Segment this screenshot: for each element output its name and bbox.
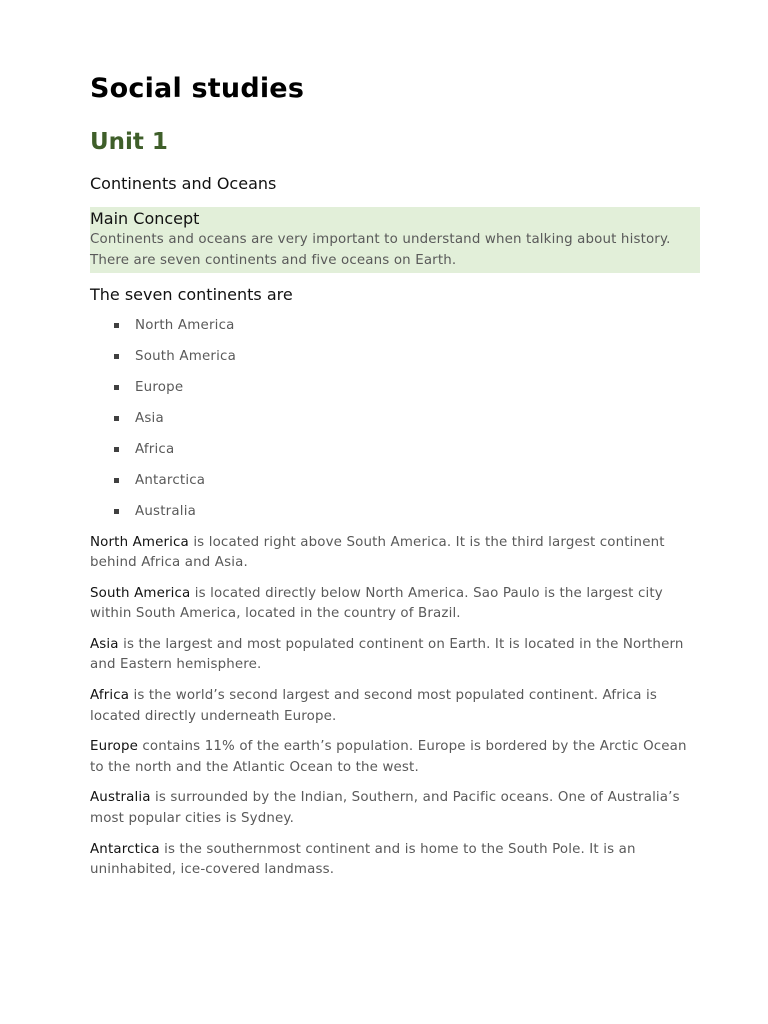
list-item-label: Australia xyxy=(135,504,197,519)
list-item xyxy=(90,316,700,336)
main-concept-box xyxy=(90,207,700,273)
list-item xyxy=(90,409,700,429)
paragraph-text: is the world’s second largest and second most populated continent. Africa is located directly underneath Europe. xyxy=(90,688,658,724)
continent-descriptions xyxy=(90,533,700,880)
list-item xyxy=(90,378,700,398)
section-subtitle: Continents and Oceans xyxy=(90,174,277,193)
paragraph-text: is located directly below North America. Sao Paulo is the largest city within South America, located in the country of Brazil. xyxy=(90,586,663,622)
paragraph-term: Australia xyxy=(90,790,151,806)
paragraph-term: North America xyxy=(90,535,189,550)
paragraph-term: Antarctica xyxy=(90,841,160,857)
paragraph-europe xyxy=(90,737,700,778)
list-item-label: Antarctica xyxy=(135,473,206,488)
continents-list xyxy=(90,316,700,522)
list-item xyxy=(90,471,700,491)
main-concept-heading: Main Concept xyxy=(90,209,200,228)
square-bullet-icon xyxy=(114,478,119,483)
list-item-label: Europe xyxy=(135,380,184,395)
paragraph-antarctica xyxy=(90,840,700,881)
paragraph-australia xyxy=(90,788,700,829)
square-bullet-icon xyxy=(114,354,119,359)
paragraph-africa xyxy=(90,686,700,727)
square-bullet-icon xyxy=(114,447,119,452)
list-item-label: Asia xyxy=(135,411,164,426)
list-item-label: South America xyxy=(135,349,237,364)
square-bullet-icon xyxy=(114,416,119,421)
paragraph-south-america xyxy=(90,584,700,625)
square-bullet-icon xyxy=(114,323,119,328)
paragraph-term: Europe xyxy=(90,739,138,755)
square-bullet-icon xyxy=(114,509,119,514)
continents-list-heading: The seven continents are xyxy=(90,285,293,304)
paragraph-text: is located right above South America. It is the third largest continent behind Africa and Asia. xyxy=(90,535,665,571)
paragraph-text: contains 11% of the earth’s population. Europe is bordered by the Arctic Ocean to the north and the Atlantic Ocean to the west. xyxy=(90,739,687,775)
paragraph-text: is the largest and most populated continent on Earth. It is located in the Northern and Eastern hemisphere. xyxy=(90,637,684,673)
document-title: Social studies xyxy=(90,73,305,104)
paragraph-text: is the southernmost continent and is home to the South Pole. It is an uninhabited, ice-covered landmass. xyxy=(90,841,636,877)
list-item xyxy=(90,502,700,522)
square-bullet-icon xyxy=(114,385,119,390)
paragraph-asia xyxy=(90,635,700,676)
paragraph-north-america xyxy=(90,533,700,574)
list-item-label: Africa xyxy=(135,442,175,457)
list-item xyxy=(90,440,700,460)
list-item xyxy=(90,347,700,367)
paragraph-term: South America xyxy=(90,586,191,602)
main-concept-text: Continents and oceans are very important to understand when talking about history. There are seven continents and five oceans on Earth. xyxy=(90,232,671,268)
paragraph-term: Asia xyxy=(90,637,119,653)
list-item-label: North America xyxy=(135,318,235,333)
document-content xyxy=(90,70,700,891)
unit-heading: Unit 1 xyxy=(90,129,168,155)
paragraph-text: is surrounded by the Indian, Southern, and Pacific oceans. One of Australia’s most popular cities is Sydney. xyxy=(90,790,680,826)
paragraph-term: Africa xyxy=(90,688,130,704)
